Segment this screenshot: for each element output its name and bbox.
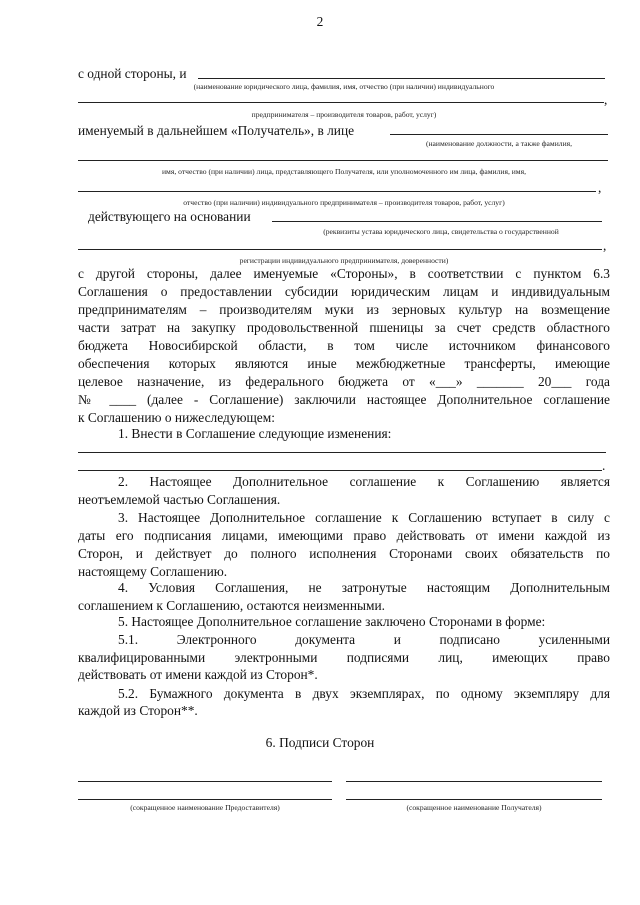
hint-basis-cont: регистрации индивидуального предпринимателя, доверенности) (239, 256, 449, 265)
body-line: обеспечения которых являются иные межбюджетные трансферты, имеющие (78, 356, 610, 371)
hint-basis: (реквизиты устава юридического лица, свидетельства о государственной (323, 227, 559, 236)
comma: , (603, 238, 607, 253)
body-line: целевое назначение, из федерального бюджета от «___» _______ 20___ года (78, 374, 610, 389)
body-line: к Соглашению о нижеследующем: (78, 410, 275, 425)
body-line: с другой стороны, далее именуемые «Стороны», в соответствии с пунктом 6.3 (78, 266, 610, 281)
signature-line-recipient[interactable] (346, 781, 602, 782)
item-3-line: настоящему Соглашению. (78, 564, 228, 579)
item-3-line: даты его подписания лицами, имеющими право действовать от имени каждой из (78, 528, 610, 543)
item-4-line: 4. Условия Соглашения, не затронутые настоящим Дополнительным (118, 580, 610, 595)
hint-representative-cont2: отчество (при наличии) индивидуального предпринимателя – производителя товаров, работ, услуг) (183, 198, 505, 207)
field-representative-cont2[interactable] (78, 191, 596, 192)
intro-one-side: с одной стороны, и (78, 66, 187, 81)
comma: , (604, 92, 608, 107)
field-changes-line-2[interactable] (78, 470, 602, 471)
item-5-1-line: 5.1. Электронного документа и подписано усиленными (118, 632, 610, 647)
hint-recipient-name-cont: предпринимателя – производителя товаров, работ, услуг) (251, 110, 437, 119)
field-recipient-name-cont[interactable] (78, 102, 604, 103)
field-changes-line-1[interactable] (78, 452, 606, 453)
caption-provider: (сокращенное наименование Предоставителя) (130, 803, 280, 812)
field-basis-cont[interactable] (78, 249, 602, 250)
body-line: № ____ (далее - Соглашение) заключили настоящее Дополнительное соглашение (78, 392, 610, 407)
field-representative-cont[interactable] (78, 160, 608, 161)
field-representative[interactable] (390, 134, 608, 135)
page-number: 2 (316, 14, 324, 29)
item-5-2-line: каждой из Сторон**. (78, 703, 198, 718)
item-3-line: 3. Настоящее Дополнительное соглашение к Соглашению вступает в силу с (118, 510, 610, 525)
intro-named: именуемый в дальнейшем «Получатель», в лице (78, 123, 355, 138)
item-3-line: Сторон, и действует до полного исполнения Сторонами своих обязательств по (78, 546, 610, 561)
signatures-title: 6. Подписи Сторон (265, 735, 375, 750)
body-line: Соглашения о предоставлении субсидии юридическим лицам и индивидуальным (78, 284, 610, 299)
item-2-line: 2. Настоящее Дополнительное соглашение к Соглашению является (118, 474, 610, 489)
body-line: части затрат на закупку продовольственной пшеницы за счет средств областного (78, 320, 610, 335)
item-5-2-line: 5.2. Бумажного документа в двух экземплярах, по одному экземпляру для (118, 686, 610, 701)
item-5: 5. Настоящее Дополнительное соглашение заключено Сторонами в форме: (118, 614, 546, 629)
item-4-line: соглашением к Соглашению, остаются неизменными. (78, 598, 385, 613)
item-2-line: неотъемлемой частью Соглашения. (78, 492, 281, 507)
comma: , (598, 180, 602, 195)
item-1: 1. Внести в Соглашение следующие изменения: (118, 426, 392, 441)
hint-representative: (наименование должности, а также фамилия, (425, 139, 573, 148)
name-line-recipient[interactable] (346, 799, 602, 800)
signature-line-provider[interactable] (78, 781, 332, 782)
item-5-1-line: квалифицированными электронными подписями лиц, имеющих право (78, 650, 610, 665)
field-basis[interactable] (272, 221, 602, 222)
body-line: бюджета Новосибирской области, в том числе источником финансового (78, 338, 610, 353)
period: . (602, 458, 606, 473)
item-5-1-line: действовать от имени каждой из Сторон*. (78, 667, 318, 682)
name-line-provider[interactable] (78, 799, 332, 800)
intro-acting: действующего на основании (88, 209, 251, 224)
hint-recipient-name: (наименование юридического лица, фамилия, имя, отчество (при наличии) индивидуального (193, 82, 495, 91)
caption-recipient: (сокращенное наименование Получателя) (406, 803, 542, 812)
field-recipient-name[interactable] (198, 78, 605, 79)
body-line: предпринимателям – производителям муки из зерновых культур на возмещение (78, 302, 610, 317)
hint-representative-cont: имя, отчество (при наличии) лица, представляющего Получателя, или уполномоченного им лица, фамилия, имя, (161, 167, 527, 176)
